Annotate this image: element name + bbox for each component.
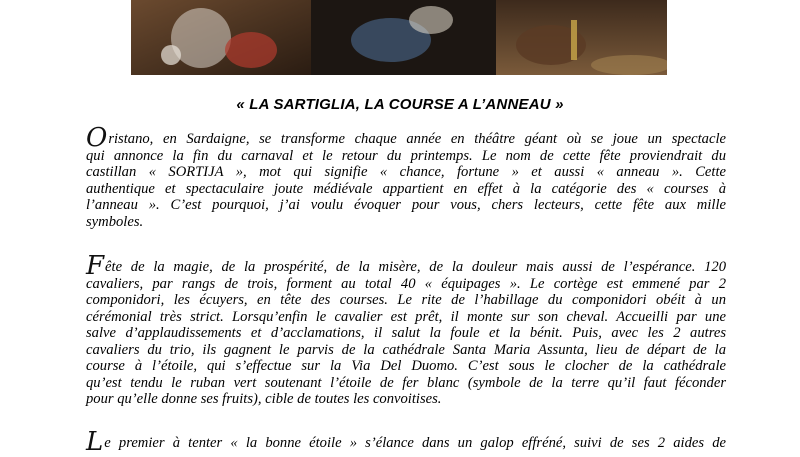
paragraph-line: componidori, les écuyers, en tête des courses. Le rite de l’habillage du componidori obéit à un — [86, 292, 726, 308]
paragraph-line: course à l’étoile, qui s’effectue sur la Via Del Duomo. C’est sous le clocher de la cathédrale — [86, 358, 726, 374]
paragraph-line: pour qu’elle donne ses fruits), cible de toutes les convoitises. — [86, 391, 442, 407]
paragraph-line: cavaliers du trio, ils gagnent le parvis de la cathédrale Santa Maria Assunta, lieu de départ de la — [86, 341, 726, 358]
drop-cap: F — [86, 251, 105, 281]
paragraph-line: cérémonial très strict. Lorsqu’enfin le cavalier est prêt, il monte sur son cheval. Accueilli par une — [86, 308, 726, 325]
drop-cap: L — [86, 427, 104, 457]
drop-cap: O — [86, 123, 108, 153]
paragraph-intro — [86, 123, 726, 230]
paragraph-line: Oristano, en Sardaigne, se transforme chaque année en théâtre géant où se joue un spectacle — [86, 123, 726, 153]
header-photo — [131, 0, 667, 75]
paragraph-line: qu’est tendu le ruban vert soutenant l’étoile de fer blanc (symbole de la terre qu’il faut féconder — [86, 374, 726, 391]
paragraph-line: qui annonce la fin du carnaval et le retour du printemps. Le nom de cette fête proviendrait du — [86, 147, 726, 164]
paragraph-line: authentique et spectaculaire joute médiévale appartient en effet à la catégorie des « courses à — [86, 180, 726, 197]
paragraph-festival — [86, 251, 726, 408]
paragraph-line: Le premier à tenter « la bonne étoile » s’élance dans un galop effréné, suivi de ses 2 aides de — [86, 427, 726, 457]
paragraph-line: castillan « SORTIJA », mot qui signifie « chance, fortune » et aussi « anneau ». Cette — [86, 164, 726, 180]
paragraph-line: l’anneau ». C’est pourquoi, j’ai voulu évoquer pour vous, chers lecteurs, cette fête aux mille — [86, 197, 726, 213]
paragraph-race — [86, 427, 726, 457]
paragraph-line: salve d’applaudissements et d’acclamations, il salut la foule et la bénit. Puis, avec les 2 autres — [86, 325, 726, 341]
paragraph-line: symboles. — [86, 213, 144, 230]
article-title: « LA SARTIGLIA, LA COURSE A L’ANNEAU » — [236, 96, 564, 113]
paragraph-line: cavaliers, par rangs de trois, forment au total 40 « équipages ». Le cortège est emmené par 2 — [86, 275, 726, 292]
paragraph-line: Fête de la magie, de la prospérité, de la misère, de la douleur mais aussi de l’espérance. 120 — [86, 251, 726, 281]
